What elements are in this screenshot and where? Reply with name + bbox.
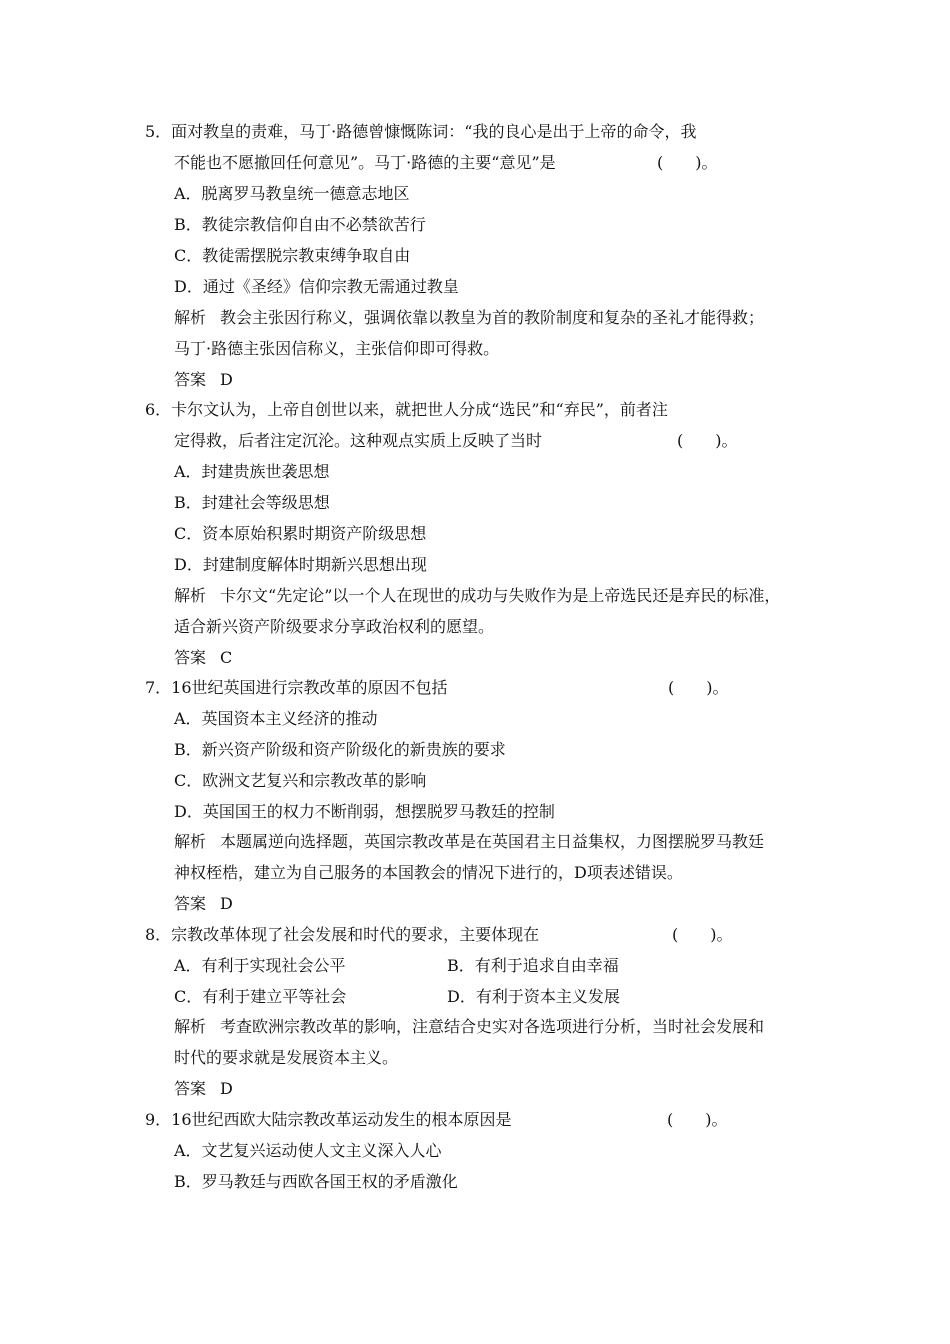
question-6-analysis-line-1 [174,586,780,606]
analysis-text: 本题属逆向选择题，英国宗教改革是在英国君主日益集权，力图摆脱罗马教廷 [220,832,765,851]
question-7-option-c: C．欧洲文艺复兴和宗教改革的影响 [174,771,427,790]
answer-value: D [220,1079,233,1098]
question-5-option-d: D．通过《圣经》信仰宗教无需通过教皇 [174,277,459,296]
question-8-option-d: D．有利于资本主义发展 [447,987,620,1006]
question-7-analysis-line-1 [174,832,764,852]
question-5-analysis-line-1 [174,308,764,328]
question-6-answer-bracket: ( )。 [677,431,738,450]
question-5-stem-line-1: 5．面对教皇的责难，马丁·路德曾慷慨陈词：“我的良心是出于上帝的命令，我 [145,122,697,141]
question-8-analysis-line-1 [174,1017,764,1037]
question-8-analysis-line-2: 时代的要求就是发展资本主义。 [174,1048,399,1067]
question-6-stem-line-1: 6．卡尔文认为，上帝自创世以来，就把世人分成“选民”和“弃民”，前者注 [145,400,668,419]
question-5-analysis-line-2: 马丁·路德主张因信称义，主张信仰即可得救。 [174,339,500,358]
question-8-answer [174,1079,233,1099]
analysis-label: 解析 [174,832,207,851]
question-9-stem: 9．16世纪西欧大陆宗教改革运动发生的根本原因是 [145,1110,512,1129]
question-8-answer-bracket: ( )。 [672,925,733,944]
question-5-option-c: C．教徒需摆脱宗教束缚争取自由 [174,246,411,265]
question-6-analysis-line-2: 适合新兴资产阶级要求分享政治权利的愿望。 [174,617,495,636]
question-9-option-b: B．罗马教廷与西欧各国王权的矛盾激化 [174,1172,458,1191]
question-7-analysis-line-2: 神权桎梏，建立为自己服务的本国教会的情况下进行的，D项表述错误。 [174,863,683,882]
question-9-answer-bracket: ( )。 [667,1110,728,1129]
answer-value: D [220,894,233,913]
question-6-stem-line-2: 定得救，后者注定沉沦。这种观点实质上反映了当时 [174,431,543,450]
answer-value: C [220,648,233,667]
question-8-option-a: A．有利于实现社会公平 [174,956,346,975]
question-6-option-c: C．资本原始积累时期资产阶级思想 [174,524,427,543]
answer-label: 答案 [174,1079,207,1098]
analysis-text: 教会主张因行称义，强调依靠以教皇为首的教阶制度和复杂的圣礼才能得救； [220,308,765,327]
analysis-text: 考查欧洲宗教改革的影响，注意结合史实对各选项进行分析，当时社会发展和 [220,1017,765,1036]
question-7-answer-bracket: ( )。 [668,678,729,697]
analysis-label: 解析 [174,308,207,327]
answer-label: 答案 [174,370,207,389]
question-9-option-a: A．文艺复兴运动使人文主义深入人心 [174,1141,442,1160]
answer-label: 答案 [174,894,207,913]
question-5-option-b: B．教徒宗教信仰自由不必禁欲苦行 [174,215,426,234]
analysis-label: 解析 [174,586,207,605]
question-5-option-a: A．脱离罗马教皇统一德意志地区 [174,184,410,203]
question-5-answer-bracket: ( )。 [657,153,718,172]
question-6-answer [174,648,232,668]
analysis-label: 解析 [174,1017,207,1036]
answer-value: D [220,370,233,389]
question-7-stem: 7．16世纪英国进行宗教改革的原因不包括 [145,678,448,697]
question-6-option-b: B．封建社会等级思想 [174,493,330,512]
question-7-option-d: D．英国国王的权力不断削弱，想摆脱罗马教廷的控制 [174,802,555,821]
analysis-text: 卡尔文“先定论”以一个人在现世的成功与失败作为是上帝选民还是弃民的标准， [220,586,781,605]
question-5-answer [174,370,233,390]
question-5-stem-line-2: 不能也不愿撤回任何意见”。马丁·路德的主要“意见”是 [174,153,556,172]
question-7-answer [174,894,233,914]
question-7-option-a: A．英国资本主义经济的推动 [174,709,378,728]
question-8-stem: 8．宗教改革体现了社会发展和时代的要求，主要体现在 [145,925,540,944]
question-6-option-d: D．封建制度解体时期新兴思想出现 [174,555,427,574]
question-8-option-b: B．有利于追求自由幸福 [447,956,619,975]
question-8-option-c: C．有利于建立平等社会 [174,987,347,1006]
answer-label: 答案 [174,648,207,667]
question-7-option-b: B．新兴资产阶级和资产阶级化的新贵族的要求 [174,740,506,759]
question-6-option-a: A．封建贵族世袭思想 [174,462,330,481]
